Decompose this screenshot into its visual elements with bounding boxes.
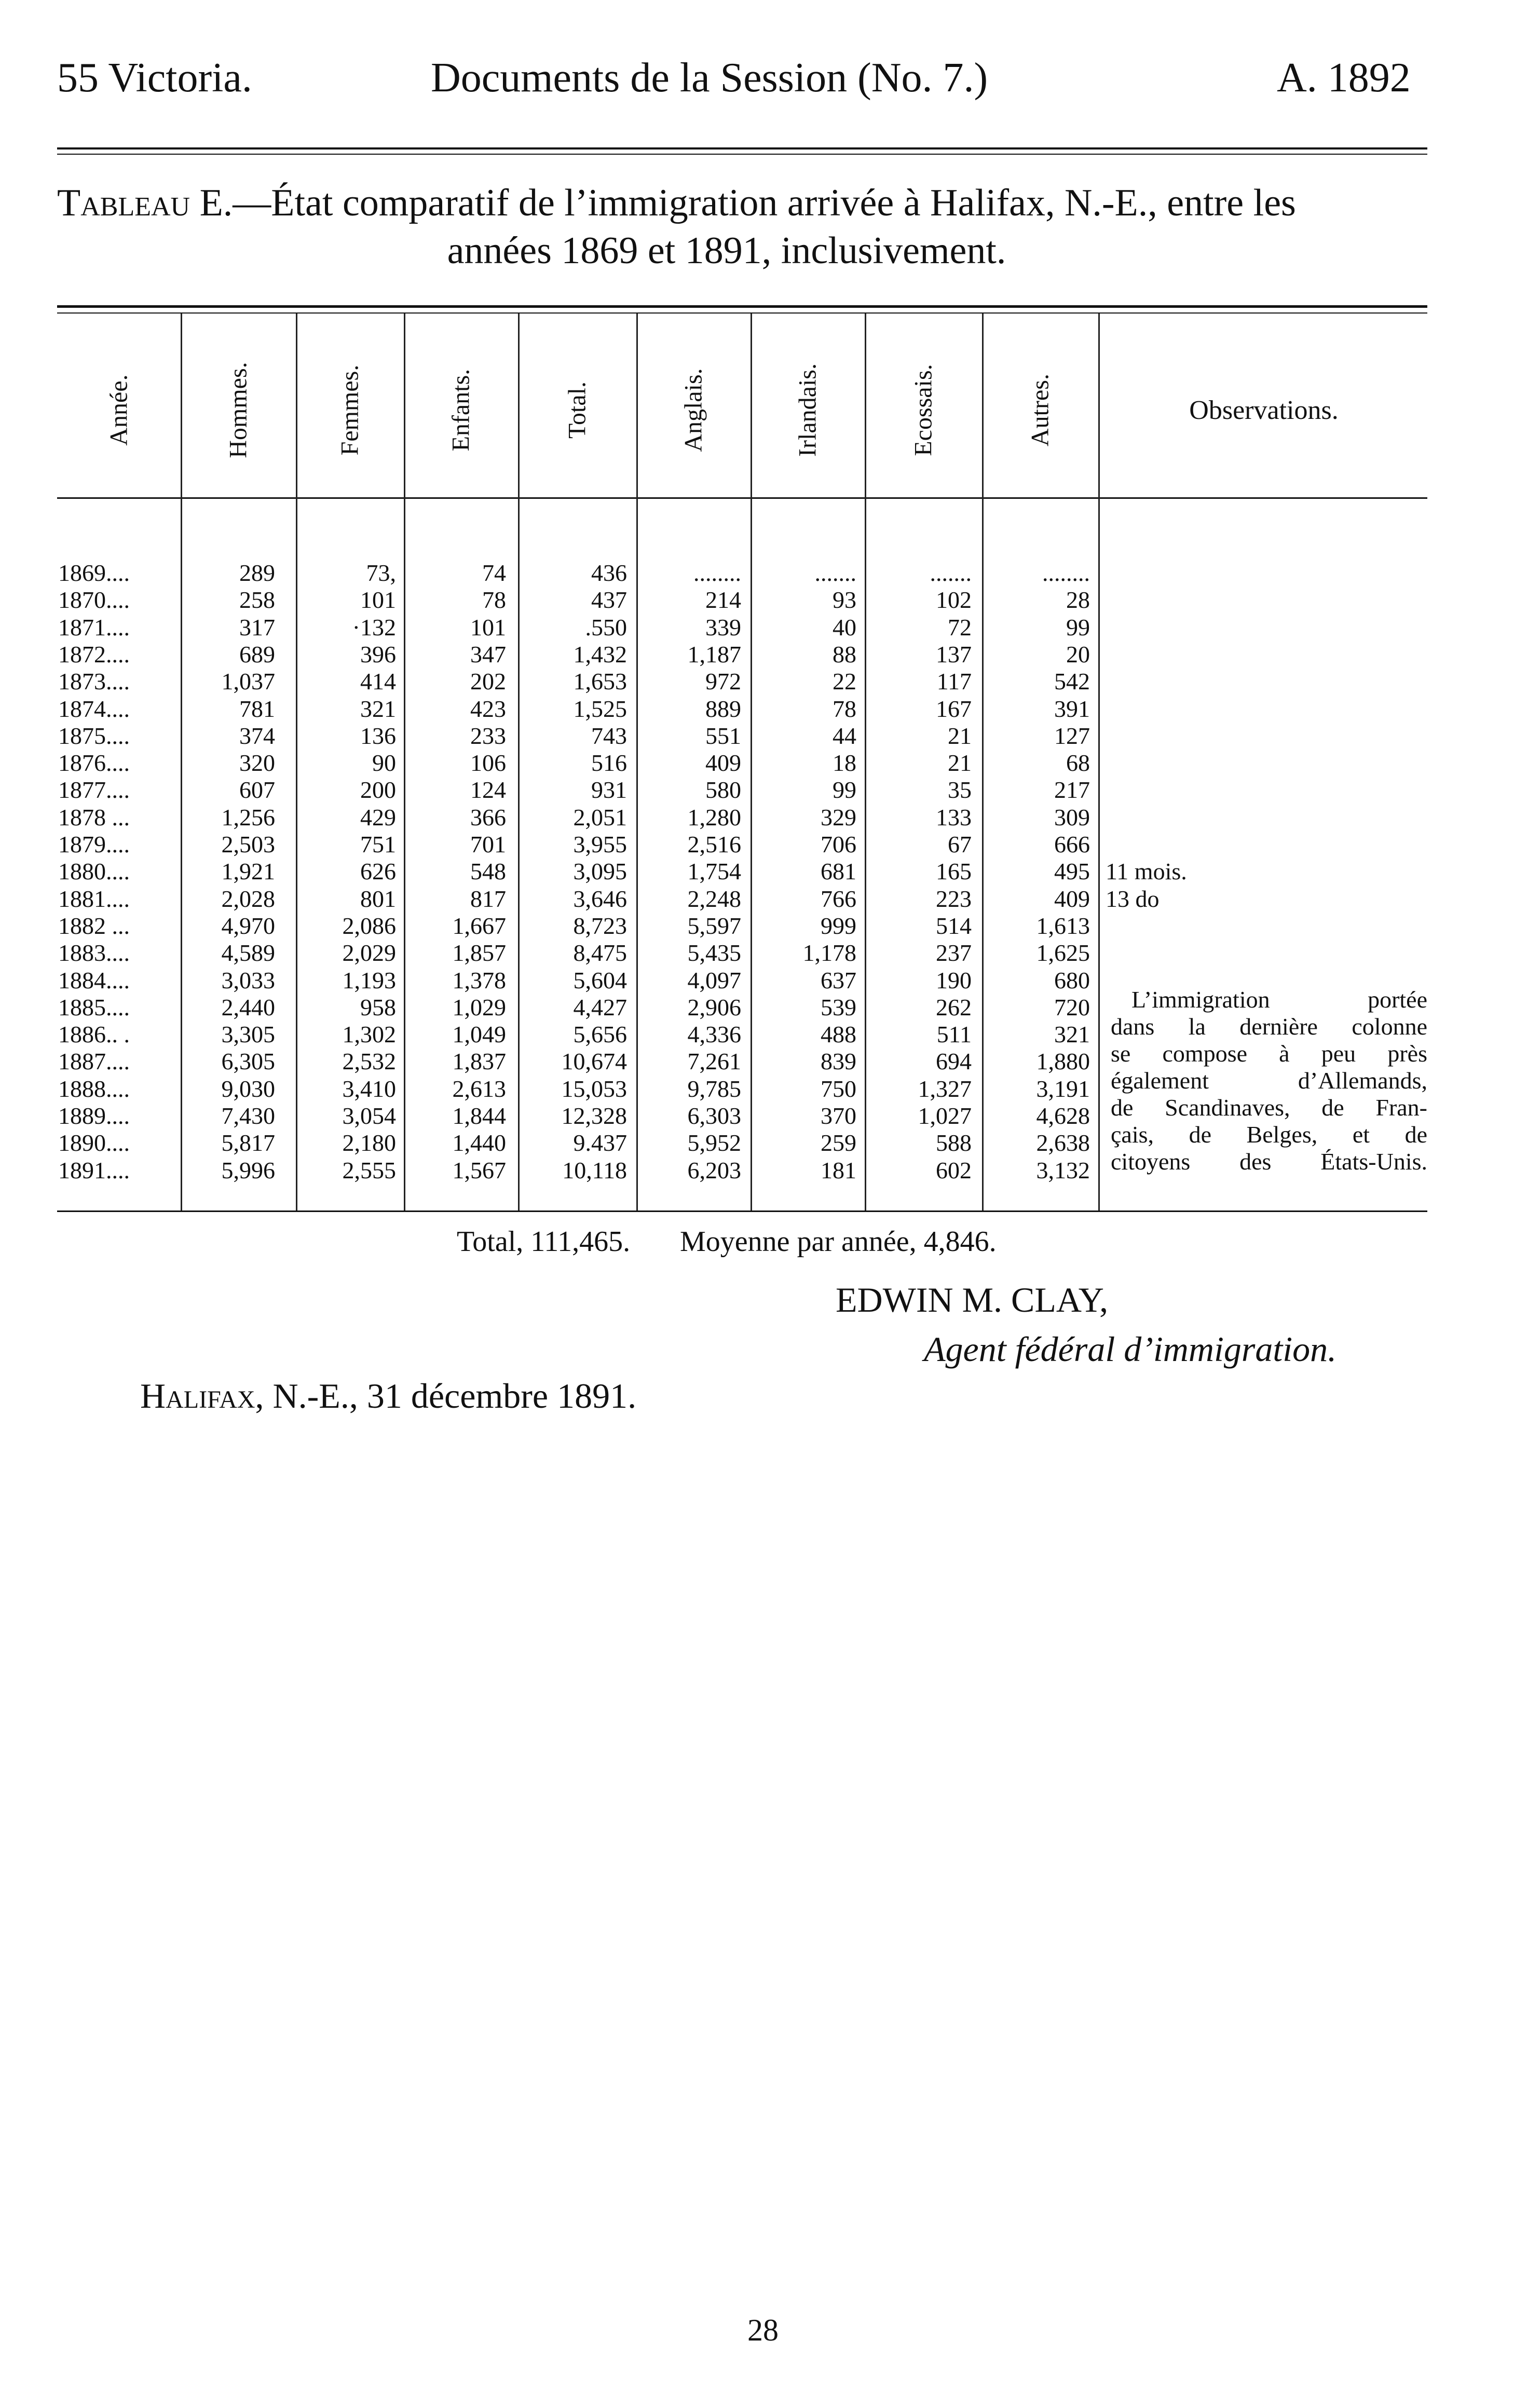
table-cell: 1,844 [452,1103,506,1129]
table-bottom-rule [57,1210,1427,1212]
table-cell: 74 [482,560,506,586]
table-cell: 1,754 [687,858,741,885]
row-year: 1874.... [58,696,130,722]
observations-note [1111,986,1427,1175]
table-cell: ........ [693,560,741,586]
table-cell: 90 [372,750,396,776]
table-cell: 233 [470,723,506,749]
title-label: Tableau [57,182,190,224]
table-cell: 1,880 [1036,1048,1090,1074]
table-cell: 21 [948,750,972,776]
col-header-total: Total. [563,382,591,439]
col-header-irish: Irlandais. [794,363,822,457]
table-cell: 106 [470,750,506,776]
table-cell: 1,653 [573,668,627,695]
table-title [57,179,1438,275]
table-cell: 2,532 [342,1048,396,1074]
observation-line: çais, de Belges, et de [1111,1121,1427,1148]
row-year: 1890.... [58,1130,130,1156]
table-cell: 3,095 [573,858,627,885]
title-line-2: années 1869 et 1891, inclusivement. [447,229,1006,272]
row-year: 1887.... [58,1048,130,1074]
table-cell: 347 [470,641,506,668]
table-cell: 1,327 [918,1076,972,1102]
table-cell: 2,028 [221,886,275,912]
table-cell: 309 [1054,804,1090,831]
row-year: 1871.... [58,614,130,641]
col-header-men: Hommes. [224,362,252,458]
table-cell: 1,280 [687,804,741,831]
table-cell: 3,305 [221,1021,275,1047]
table-cell: 99 [833,777,856,803]
table-cell: .550 [585,614,627,641]
observation-line: citoyens des États-Unis. [1111,1148,1427,1175]
table-cell: 1,256 [221,804,275,831]
table-cell: 127 [1054,723,1090,749]
table-cell: 3,646 [573,886,627,912]
table-cell: 1,302 [342,1021,396,1047]
table-cell: 258 [239,587,275,613]
observation-line: dans la dernière colonne [1111,1013,1427,1040]
table-cell: 2,555 [342,1157,396,1183]
table-cell: 511 [936,1021,972,1047]
table-cell: 1,178 [802,940,856,966]
row-year: 1882 ... [58,913,130,939]
table-cell: 3,191 [1036,1076,1090,1102]
table-cell: 409 [705,750,741,776]
row-year: 1880.... [58,858,130,885]
table-cell: 607 [239,777,275,803]
table-cell: 817 [470,886,506,912]
table-cell: 28 [1066,587,1090,613]
table-cell: 414 [360,668,396,695]
row-year: 1881.... [58,886,130,912]
observation-line: se compose à peu près [1111,1040,1427,1067]
table-cell: 124 [470,777,506,803]
running-head-right: A. 1892 [1277,55,1411,101]
table-cell: 259 [821,1130,856,1156]
table-cell: 1,613 [1036,913,1090,939]
col-header-children: Enfants. [447,369,475,452]
table-cell: 136 [360,723,396,749]
table-cell: 9.437 [573,1130,627,1156]
table-cell: 93 [833,587,856,613]
table-cell: 35 [948,777,972,803]
table-top-rule-thin [57,312,1427,314]
row-year: 1877.... [58,777,130,803]
col-header-scottish: Ecossais. [909,364,937,456]
title-line-1: —État comparatif de l’immigration arrivée à Halifax, N.-E., entre les [233,182,1296,224]
table-cell: 551 [705,723,741,749]
table-cell: 190 [936,967,972,994]
table-cell: 317 [239,614,275,641]
table-cell: 743 [591,723,627,749]
row-year: 1885.... [58,994,130,1021]
table-cell: 396 [360,641,396,668]
table-cell: 1,378 [452,967,506,994]
col-header-english: Anglais. [679,368,707,452]
table-cell: ·132 [352,614,396,641]
table-cell: 1,193 [342,967,396,994]
table-cell: 21 [948,723,972,749]
table-cell: 2,516 [687,831,741,858]
table-cell: 5,817 [221,1130,275,1156]
table-cell: 706 [821,831,856,858]
row-year: 1876.... [58,750,130,776]
table-cell: 1,187 [687,641,741,668]
table-cell: 588 [936,1130,972,1156]
table-cell: 1,037 [221,668,275,695]
col-header-others: Autres. [1026,374,1054,446]
table-cell: 339 [705,614,741,641]
table-cell: 18 [833,750,856,776]
table-cell: 217 [1054,777,1090,803]
place-date [140,1376,636,1417]
table-cell: 972 [705,668,741,695]
table-cell: 548 [470,858,506,885]
row-year: 1883.... [58,940,130,966]
row-year: 1889.... [58,1103,130,1129]
table-cell: 2,248 [687,886,741,912]
table-cell: 40 [833,614,856,641]
table-cell: 374 [239,723,275,749]
footer-total: Total, 111,465. [457,1226,631,1258]
table-cell: 137 [936,641,972,668]
row-note: 11 mois. [1106,858,1187,885]
table-cell: 20 [1066,641,1090,668]
row-year: 1875.... [58,723,130,749]
table-cell: 409 [1054,886,1090,912]
table-cell: 1,432 [573,641,627,668]
table-cell: 1,667 [452,913,506,939]
row-year: 1869.... [58,560,130,586]
table-cell: 8,723 [573,913,627,939]
table-cell: 5,597 [687,913,741,939]
table-cell: 4,589 [221,940,275,966]
table-cell: 423 [470,696,506,722]
table-cell: ....... [930,560,972,586]
row-year: 1884.... [58,967,130,994]
row-year: 1891.... [58,1157,130,1183]
table-cell: 602 [936,1157,972,1183]
table-cell: 9,030 [221,1076,275,1102]
table-cell: 680 [1054,967,1090,994]
table-cell: 67 [948,831,972,858]
table-cell: 22 [833,668,856,695]
table-cell: 10,674 [561,1048,627,1074]
table-cell: 78 [482,587,506,613]
table-cell: 2,440 [221,994,275,1021]
row-year: 1873.... [58,668,130,695]
table-cell: 1,857 [452,940,506,966]
column-divider [1098,314,1100,1210]
table-cell: 329 [821,804,856,831]
table-cell: 839 [821,1048,856,1074]
table-cell: 542 [1054,668,1090,695]
table-cell: 4,336 [687,1021,741,1047]
table-cell: 200 [360,777,396,803]
table-cell: 1,567 [452,1157,506,1183]
table-cell: 626 [360,858,396,885]
row-note: 13 do [1106,886,1160,912]
table-cell: 101 [470,614,506,641]
table-cell: 429 [360,804,396,831]
table-cell: 3,410 [342,1076,396,1102]
table-cell: 3,955 [573,831,627,858]
table-cell: 202 [470,668,506,695]
table-cell: 1,049 [452,1021,506,1047]
table-cell: 44 [833,723,856,749]
table-cell: 516 [591,750,627,776]
table-cell: 750 [821,1076,856,1102]
table-cell: 766 [821,886,856,912]
table-cell: 694 [936,1048,972,1074]
table-cell: 889 [705,696,741,722]
table-cell: 167 [936,696,972,722]
table-cell: 117 [936,668,972,695]
table-cell: 637 [821,967,856,994]
table-cell: 88 [833,641,856,668]
header-rule-top [57,147,1427,149]
table-cell: 5,604 [573,967,627,994]
table-cell: 681 [821,858,856,885]
table-cell: 999 [821,913,856,939]
table-cell: 1,027 [918,1103,972,1129]
table-cell: 102 [936,587,972,613]
table-cell: 214 [705,587,741,613]
table-cell: 1,921 [221,858,275,885]
header-rule-bottom [57,154,1427,155]
table-cell: 366 [470,804,506,831]
table-cell: 689 [239,641,275,668]
table-cell: 666 [1054,831,1090,858]
title-letter: E. [199,182,233,224]
table-cell: 73, [366,560,396,586]
running-head-center: Documents de la Session (No. 7.) [431,55,988,101]
table-cell: 488 [821,1021,856,1047]
table-cell: ........ [1042,560,1090,586]
table-cell: 2,906 [687,994,741,1021]
table-cell: 2,051 [573,804,627,831]
table-cell: 958 [360,994,396,1021]
table-cell: 1,029 [452,994,506,1021]
table-cell: 4,970 [221,913,275,939]
table-cell: 78 [833,696,856,722]
table-cell: 437 [591,587,627,613]
table-cell: 2,180 [342,1130,396,1156]
table-cell: 8,475 [573,940,627,966]
row-year: 1879.... [58,831,130,858]
table-cell: 6,303 [687,1103,741,1129]
table-cell: 321 [360,696,396,722]
table-cell: 5,996 [221,1157,275,1183]
table-cell: 223 [936,886,972,912]
table-cell: 237 [936,940,972,966]
table-cell: 1,625 [1036,940,1090,966]
table-cell: 321 [1054,1021,1090,1047]
row-year: 1878 ... [58,804,130,831]
col-header-observations: Observations. [1189,395,1339,425]
signature-title: Agent fédéral d’immigration. [924,1329,1337,1369]
table-cell: 6,203 [687,1157,741,1183]
table-cell: 4,628 [1036,1103,1090,1129]
table-cell: 801 [360,886,396,912]
table-cell: 781 [239,696,275,722]
row-year: 1872.... [58,641,130,668]
table-cell: 10,118 [562,1157,627,1183]
table-cell: 133 [936,804,972,831]
table-cell: 391 [1054,696,1090,722]
table-cell: 262 [936,994,972,1021]
page-number: 28 [747,2313,779,2347]
table-cell: 101 [360,587,396,613]
table-cell: 5,656 [573,1021,627,1047]
table-cell: 7,261 [687,1048,741,1074]
table-cell: 370 [821,1103,856,1129]
row-year: 1888.... [58,1076,130,1102]
table-cell: 9,785 [687,1076,741,1102]
table-cell: 2,029 [342,940,396,966]
table-cell: 4,427 [573,994,627,1021]
table-cell: 2,086 [342,913,396,939]
table-cell: 3,033 [221,967,275,994]
table-cell: 5,952 [687,1130,741,1156]
row-year: 1886.. . [58,1021,130,1047]
table-cell: 720 [1054,994,1090,1021]
date-text: , N.-E., 31 décembre 1891. [255,1376,637,1416]
col-header-year: Année. [105,374,133,446]
table-cell: 2,638 [1036,1130,1090,1156]
table-cell: 72 [948,614,972,641]
table-cell: 539 [821,994,856,1021]
table-cell: 751 [360,831,396,858]
table-cell: 289 [239,560,275,586]
observation-line: également d’Allemands, [1111,1067,1427,1094]
running-head-left: 55 Victoria. [57,55,252,101]
table-cell: 3,054 [342,1103,396,1129]
table-cell: 5,435 [687,940,741,966]
row-year: 1870.... [58,587,130,613]
table-cell: 320 [239,750,275,776]
table-cell: 181 [821,1157,856,1183]
table-cell: 15,053 [561,1076,627,1102]
table-cell: 514 [936,913,972,939]
table-cell: 495 [1054,858,1090,885]
table-top-rule [57,305,1427,308]
table-cell: 12,328 [561,1103,627,1129]
table-cell: 1,837 [452,1048,506,1074]
place-name: Halifax [140,1376,255,1416]
table-cell: 580 [705,777,741,803]
table-cell: 7,430 [221,1103,275,1129]
table-cell: 6,305 [221,1048,275,1074]
table-cell: 4,097 [687,967,741,994]
table-cell: 2,613 [452,1076,506,1102]
col-header-women: Femmes. [336,364,364,456]
observation-line: L’immigration portée [1131,986,1427,1013]
table-cell: 701 [470,831,506,858]
table-cell: 165 [936,858,972,885]
table-cell: 68 [1066,750,1090,776]
table-cell: 1,525 [573,696,627,722]
table-cell: 436 [591,560,627,586]
table-cell: 1,440 [452,1130,506,1156]
observation-line: de Scandinaves, de Fran- [1111,1094,1427,1121]
signature-name: EDWIN M. CLAY, [836,1280,1109,1319]
table-cell: 3,132 [1036,1157,1090,1183]
footer-average: Moyenne par année, 4,846. [680,1226,997,1258]
table-cell: 2,503 [221,831,275,858]
table-cell: 99 [1066,614,1090,641]
table-cell: ....... [814,560,856,586]
table-cell: 931 [591,777,627,803]
